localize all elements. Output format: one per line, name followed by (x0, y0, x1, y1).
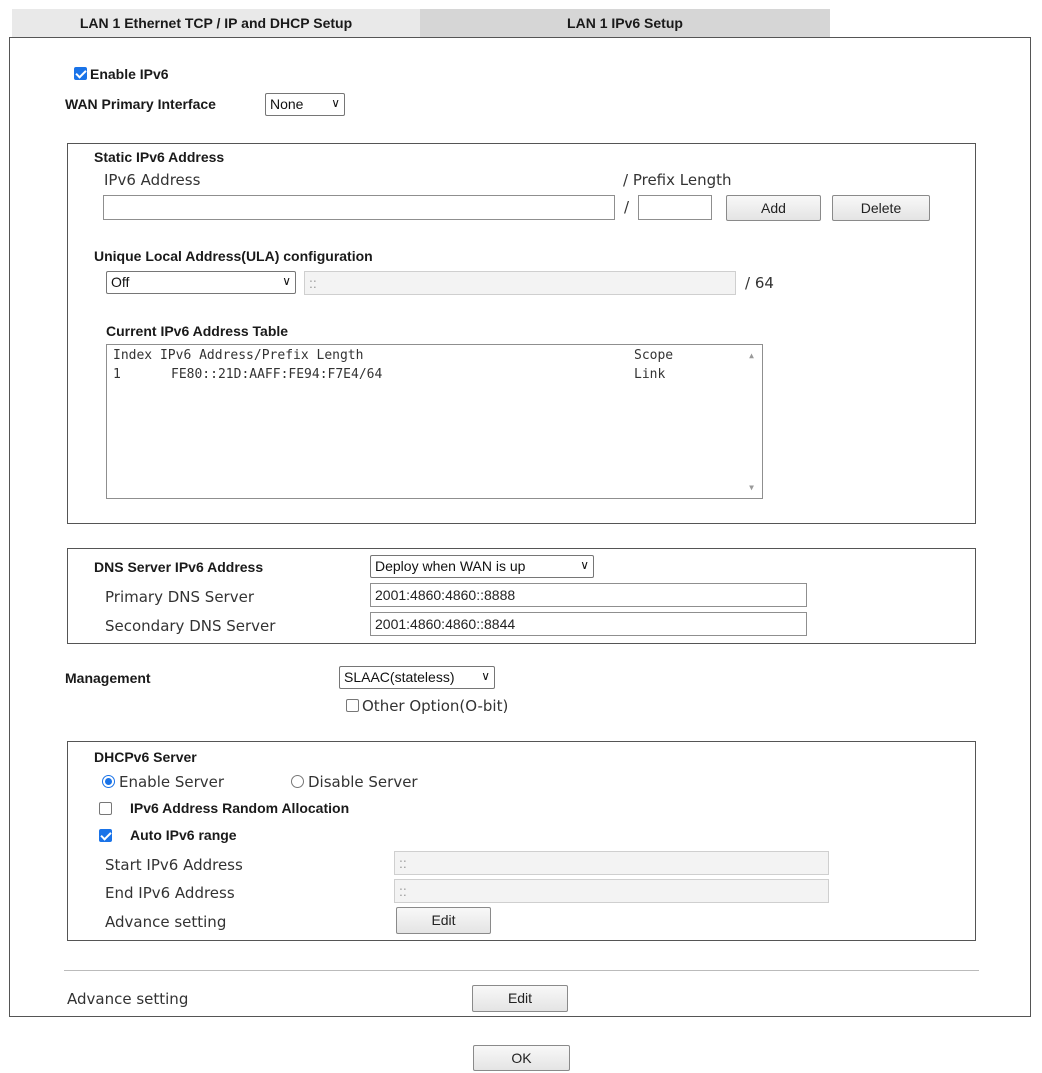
table-row-address: FE80::21D:AAFF:FE94:F7E4/64 (171, 367, 383, 382)
tab-lan-tcpip-dhcp[interactable]: LAN 1 Ethernet TCP / IP and DHCP Setup (12, 9, 420, 37)
prefix-length-input[interactable] (638, 195, 712, 220)
primary-dns-label: Primary DNS Server (105, 588, 254, 606)
secondary-dns-label: Secondary DNS Server (105, 617, 276, 635)
ula-config-title: Unique Local Address(ULA) configuration (94, 248, 373, 264)
advance-setting-label: Advance setting (67, 990, 189, 1008)
dhcpv6-advance-setting-label: Advance setting (105, 913, 227, 931)
obit-label: Other Option(O-bit) (362, 697, 509, 715)
start-ipv6-input (394, 851, 829, 875)
wan-primary-interface-select[interactable] (265, 93, 345, 116)
ipv6-address-input[interactable] (103, 195, 615, 220)
end-ipv6-input (394, 879, 829, 903)
obit-checkbox[interactable] (346, 699, 359, 712)
delete-button[interactable]: Delete (832, 195, 930, 221)
dhcpv6-server-title: DHCPv6 Server (94, 749, 197, 765)
management-mode-value: SLAAC(stateless) (344, 669, 455, 685)
enable-ipv6-label: Enable IPv6 (90, 66, 169, 82)
dns-mode-select[interactable] (370, 555, 594, 578)
disable-server-radio[interactable] (291, 775, 304, 788)
divider (64, 970, 979, 971)
primary-dns-input[interactable] (370, 583, 807, 607)
secondary-dns-input[interactable] (370, 612, 807, 636)
chevron-down-icon: ∨ (331, 96, 340, 110)
ula-address-input (304, 271, 736, 295)
advance-edit-button[interactable]: Edit (472, 985, 568, 1012)
prefix-length-label: / Prefix Length (623, 171, 732, 189)
ipv6-address-label: IPv6 Address (104, 171, 201, 189)
disable-server-label: Disable Server (308, 773, 418, 791)
enable-server-label: Enable Server (119, 773, 225, 791)
management-mode-select[interactable] (339, 666, 495, 689)
table-row-index: 1 (113, 367, 121, 382)
wan-primary-interface-value: None (270, 96, 304, 112)
chevron-down-icon: ∨ (282, 274, 291, 288)
dhcpv6-advance-edit-button[interactable]: Edit (396, 907, 491, 934)
table-header-scope: Scope (634, 348, 674, 363)
ula-mode-value: Off (111, 274, 130, 290)
enable-ipv6-checkbox[interactable] (74, 67, 87, 80)
ula-prefix-suffix: / 64 (745, 274, 774, 292)
scroll-down-icon[interactable]: ▼ (749, 483, 754, 492)
ula-mode-select[interactable] (106, 271, 296, 294)
management-label: Management (65, 670, 151, 686)
end-ipv6-label: End IPv6 Address (105, 884, 235, 902)
start-ipv6-label: Start IPv6 Address (105, 856, 243, 874)
auto-range-label: Auto IPv6 range (130, 827, 237, 843)
ok-button[interactable]: OK (473, 1045, 570, 1071)
wan-primary-interface-label: WAN Primary Interface (65, 96, 216, 112)
ipv6-address-table[interactable] (106, 344, 763, 499)
table-row-scope: Link (634, 367, 666, 382)
chevron-down-icon: ∨ (481, 669, 490, 683)
random-allocation-checkbox[interactable] (99, 802, 112, 815)
chevron-down-icon: ∨ (580, 558, 589, 572)
ipv6-table-title: Current IPv6 Address Table (106, 323, 289, 339)
static-ipv6-title: Static IPv6 Address (94, 149, 225, 165)
dns-server-title: DNS Server IPv6 Address (94, 559, 264, 575)
tab-ipv6-setup[interactable]: LAN 1 IPv6 Setup (420, 9, 830, 37)
random-allocation-label: IPv6 Address Random Allocation (130, 800, 350, 816)
scroll-up-icon[interactable]: ▲ (749, 351, 754, 360)
prefix-slash: / (624, 198, 630, 216)
add-button[interactable]: Add (726, 195, 821, 221)
table-header: Index IPv6 Address/Prefix Length (113, 348, 364, 363)
auto-range-checkbox[interactable] (99, 829, 112, 842)
enable-server-radio[interactable] (102, 775, 115, 788)
dns-mode-value: Deploy when WAN is up (375, 558, 526, 574)
